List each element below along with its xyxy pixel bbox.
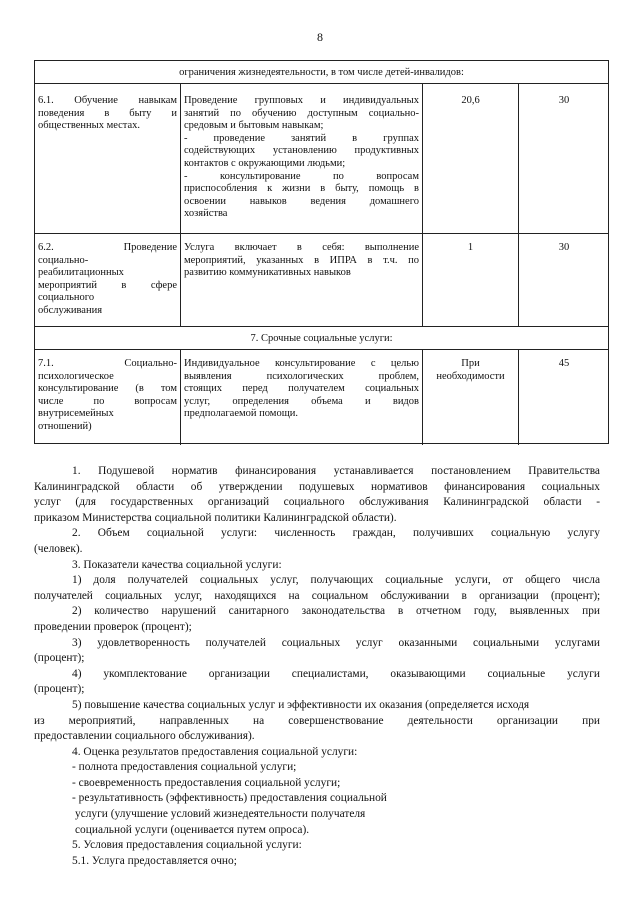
table-rule [180, 349, 181, 445]
page-number: 8 [317, 30, 323, 44]
body-line: услуг (для государственных организаций социального обслуживания Калининградской области - [34, 496, 600, 509]
body-line: 3. Показатели качества социальной услуги: [72, 558, 282, 571]
body-line: (процент); [34, 652, 85, 665]
row-6-2-value-a: 1 [467, 242, 474, 253]
body-line: Калининградской области об утверждении подушевых нормативов финансирования социальных [34, 480, 600, 493]
row-6-1-value-b: 30 [558, 95, 570, 106]
body-line: социальной услуги (оценивается путем опроса). [75, 823, 310, 836]
row-6-1-service-name: 6.1. Обучение навыкам поведения в быту и общественных местах. [38, 95, 177, 132]
body-line: - полнота предоставления социальной услуги; [72, 761, 297, 774]
row-7-1-value-a: При необходимости [436, 358, 505, 382]
body-line: (процент); [34, 683, 85, 696]
table-rule [422, 83, 423, 326]
body-line: из мероприятий, направленных на совершенствование деятельности организации при [34, 714, 600, 727]
body-line: 4. Оценка результатов предоставления социальной услуги: [72, 745, 358, 758]
table-rule [180, 83, 181, 326]
table-rule [35, 233, 608, 234]
row-7-1-value-b: 45 [558, 358, 570, 369]
row-7-1-service-name: 7.1. Социально- психологическое консультирование (в том числе по вопросам внутрисемейных отношений) [38, 358, 177, 432]
body-line: 2) количество нарушений санитарного законодательства в отчетном году, выявленных при [72, 605, 600, 618]
body-line: 5) повышение качества социальных услуг и эффективности их оказания (определяется исходя [72, 698, 530, 711]
body-line: 4) укомплектование организации специалистами, оказывающими социальные услуги [72, 667, 600, 680]
body-text [34, 464, 600, 869]
section-7-heading: 7. Срочные социальные услуги: [250, 333, 393, 344]
body-line: 1) доля получателей социальных услуг, получающих социальные услуги, от общего числа [72, 574, 600, 587]
table-rule [35, 349, 608, 350]
body-line: 2. Объем социальной услуги: численность граждан, получивших социальную услугу [72, 527, 600, 540]
body-line: 1. Подушевой норматив финансирования устанавливается постановлением Правительства [72, 465, 600, 477]
body-line: предоставлении социального обслуживания). [34, 730, 255, 743]
body-line: - результативность (эффективность) предоставления социальной [72, 792, 387, 805]
row-6-2-service-name: 6.2. Проведение социально- реабилитационных мероприятий в сфере социального обслуживания [38, 242, 177, 316]
services-table [34, 60, 609, 444]
table-rule [35, 83, 608, 84]
row-6-1-value-a: 20,6 [461, 95, 480, 106]
row-7-1-description: Индивидуальное консультирование с целью выявления психологических проблем, стоящих перед получателем социальных услуг, определения объема и видов предполагаемой помощи. [184, 358, 419, 420]
row-6-2-value-b: 30 [558, 242, 570, 253]
body-line: 5.1. Услуга предоставляется очно; [72, 854, 237, 867]
body-line: получателей социальных услуг, находящихся на социальном обслуживании в организации (процент); [34, 589, 600, 602]
body-line: 3) удовлетворенность получателей социальных услуг оказанными социальными услугами [72, 636, 600, 649]
body-line: (человек). [34, 542, 83, 555]
body-line: 5. Условия предоставления социальной услуги: [72, 839, 302, 852]
body-line: приказом Министерства социальной политики Калининградской области). [34, 511, 397, 524]
body-line: услуги (улучшение условий жизнедеятельности получателя [75, 808, 366, 821]
table-header-row: ограничения жизнедеятельности, в том числе детей-инвалидов: [179, 67, 464, 78]
row-6-2-description: Услуга включает в себя: выполнение мероприятий, указанных в ИПРА в т.ч. по развитию коммуникативных навыков [184, 242, 419, 279]
body-line: проведении проверок (процент); [34, 620, 192, 633]
row-6-1-description: Проведение групповых и индивидуальных занятий по обучению доступным социально- средовым и бытовым навыкам; - проведение занятий в группах содействующих установлению продуктивных контактов с окружающими людьми; - консультирование по вопросам приспособления к жизни в быту, помощь в освоении навыков ведения домашнего хозяйства [184, 95, 419, 220]
table-rule [518, 83, 519, 326]
body-line: - своевременность предоставления социальной услуги; [72, 776, 341, 789]
table-rule [35, 326, 608, 327]
